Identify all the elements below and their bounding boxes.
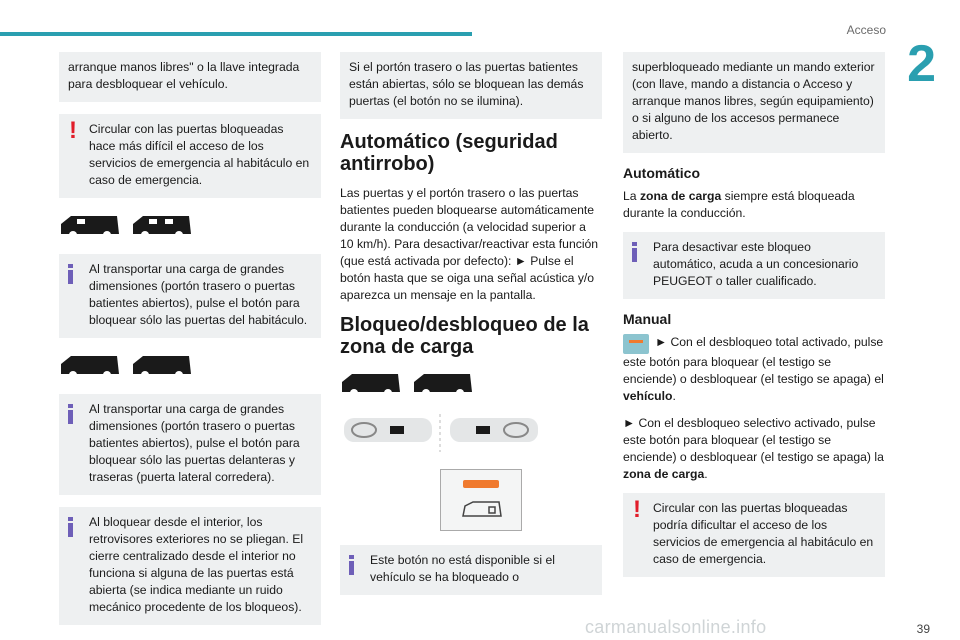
auto-text: Las puertas y el portón trasero o las puertas batientes pueden bloquearse automáticamente durante la conducción (a velocidad superior a 10 km/h). Para desactivar/reactivar esta función (que está activada por defecto): ► Pulse el botón hasta que se oiga una señal acústica y/o aparezca un mensaje en la pantalla.: [340, 186, 599, 302]
indicator-light-icon: [463, 480, 499, 488]
top-note-text: Si el portón trasero o las puertas batientes están abiertas, sólo se bloquean las demás puertas (el botón no se ilumina).: [349, 60, 584, 108]
chapter-number: 2: [907, 35, 936, 93]
top-note-text-3: superbloqueado mediante un mando exterior (con llave, mando a distancia o Acceso y arranque manos libres, según equipamiento) o si alguno de los accesos permanece abierto.: [632, 60, 875, 142]
info-icon: [68, 404, 73, 424]
info-box-2: [59, 394, 321, 495]
vans-illustration-1: [59, 210, 321, 240]
intro-text: arranque manos libres" o la llave integrada para desbloquear el vehículo.: [68, 60, 300, 91]
manual-text-2: ► Con el desbloqueo selectivo activado, pulse este botón para bloquear (el testigo se enciende) o desbloquear (el testigo se apaga) la zona de carga.: [623, 416, 884, 481]
auto-text-bold: zona de carga: [639, 189, 722, 203]
manual-2-bold: zona de carga: [623, 467, 705, 481]
van-icon: [131, 210, 193, 240]
cargo-vans-illustration: [340, 368, 602, 398]
warning-text-3: Circular con las puertas bloqueadas podría dificultar el acceso de los servicios de emergencia al habitáculo en caso de emergencia.: [653, 501, 874, 566]
column-1: [59, 52, 321, 637]
auto-text-pre: La: [623, 189, 640, 203]
van-icon: [59, 350, 121, 380]
header-accent-bar: [0, 32, 472, 36]
info-text-1: Al transportar una carga de grandes dimensiones (portón trasero o puertas batientes abiertos), pulse el botón para bloquear sólo las puertas del habitáculo.: [89, 262, 308, 327]
manual-1: ► Con el desbloqueo total activado, pulse este botón para bloquear (el testigo se enciende) o desbloquear (el testigo se apaga) el: [623, 335, 884, 386]
van-lock-icon: [131, 350, 193, 380]
heading-automatic-antitheft: Automático (seguridad antirrobo): [340, 131, 558, 175]
heading-manual: Manual: [623, 311, 672, 327]
info-bottom-text: Este botón no está disponible si el vehículo se ha bloqueado o: [370, 553, 555, 584]
top-note-box: [340, 52, 602, 119]
auto-text-3: [623, 188, 885, 222]
auto-text-post: siempre está bloqueada durante la conducción.: [623, 189, 855, 220]
manual-2: ► Con el desbloqueo selectivo activado, pulse este botón para bloquear (el testigo se enciende) o desbloquear (el testigo se apaga) la: [623, 416, 884, 464]
column-2: [340, 52, 602, 607]
dashboard-illustration: [340, 412, 602, 459]
info-icon: [632, 242, 637, 262]
watermark: carmanualsonline.info: [585, 617, 767, 637]
section-title: Acceso: [846, 23, 886, 37]
info-text-3: Al bloquear desde el interior, los retrovisores exteriores no se pliegan. El cierre centralizado desde el interior no funciona si alguna de las puertas está abierta (se indica mediante un ruido mecánico procedente de los bloqueos).: [89, 515, 304, 614]
warning-icon: !: [69, 117, 77, 144]
cargo-button-icon: [623, 334, 649, 354]
warning-text-1: Circular con las puertas bloqueadas hace más difícil el acceso de los servicios de emergencia al habitáculo en caso de emergencia.: [89, 122, 310, 187]
info-icon: [349, 555, 354, 575]
top-note-box-3: [623, 52, 885, 153]
manual-1-bold: vehículo: [623, 389, 673, 403]
van-icon: [59, 210, 121, 240]
info-box-1: [59, 254, 321, 338]
steering-wheels-icon: [340, 412, 540, 454]
van-lock-icon: [461, 498, 503, 520]
van-icon: [412, 368, 474, 398]
info-box-auto: [623, 232, 885, 299]
cargo-lock-button[interactable]: [440, 469, 522, 531]
van-icon: [340, 368, 402, 398]
info-text-2: Al transportar una carga de grandes dimensiones (portón trasero o puertas batientes abiertos), pulse el botón para bloquear sólo las puertas delanteras y traseras (puerta lateral corredera).: [89, 402, 300, 484]
intro-box: [59, 52, 321, 102]
warning-icon: !: [633, 496, 641, 523]
info-box-3: [59, 507, 321, 625]
manual-text-1: ► Con el desbloqueo total activado, pulse este botón para bloquear (el testigo se enciende) o desbloquear (el testigo se apaga) el vehículo.: [623, 335, 884, 403]
heading-automatico: Automático: [623, 165, 700, 181]
info-icon: [68, 517, 73, 537]
column-3: [623, 52, 885, 589]
heading-cargo-zone: Bloqueo/desbloqueo de la zona de carga: [340, 314, 589, 358]
info-icon: [68, 264, 73, 284]
info-box-bottom: [340, 545, 602, 595]
info-auto-text: Para desactivar este bloqueo automático, acuda a un concesionario PEUGEOT o taller cualificado.: [653, 240, 859, 288]
vans-illustration-2: [59, 350, 321, 380]
warning-box-3: [623, 493, 885, 577]
warning-box-1: [59, 114, 321, 198]
page-number: 39: [916, 622, 930, 636]
